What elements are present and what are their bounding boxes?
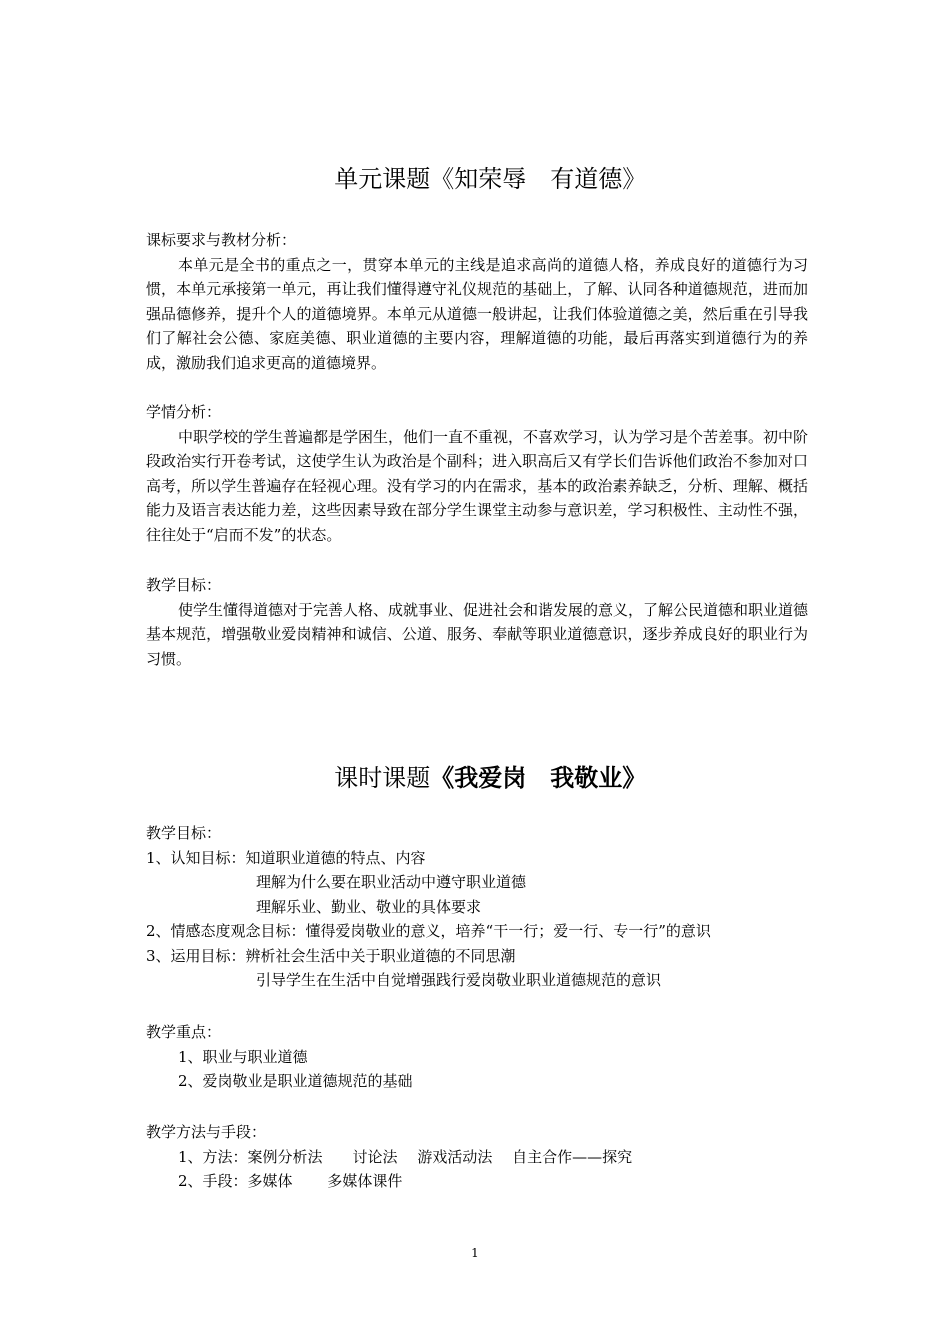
lesson-title-prefix: 课时课题 bbox=[334, 764, 431, 792]
lesson-goals-label: 教学目标： bbox=[146, 824, 222, 842]
lesson-goals-section bbox=[146, 821, 808, 993]
analysis-paragraph: 本单元是全书的重点之一，贯穿本单元的主线是追求高尚的道德人格，养成良好的道德行为习惯，本单元承接第一单元，再让我们懂得遵守礼仪规范的基础上，了解、认同各种道德规范，进而加强品德修养，提升个人的道德境界。本单元从道德一般讲起，让我们体验道德之美，然后重在引导我们了解社会公德、家庭美德、职业道德的主要内容，理解道德的功能，最后再落实到道德行为的养成，激励我们追求更高的道德境界。 bbox=[146, 255, 808, 372]
method-1: 1、方法：案例分析法 讨论法 游戏活动法 自主合作——探究 bbox=[178, 1147, 633, 1166]
student-analysis-section bbox=[146, 400, 808, 547]
methods-section bbox=[146, 1120, 808, 1194]
unit-analysis-section bbox=[146, 228, 808, 375]
students-paragraph: 中职学校的学生普遍都是学困生，他们一直不重视，不喜欢学习，认为学习是个苦差事。初中阶段政治实行开卷考试，这使学生认为政治是个副科；进入职高后又有学长们告诉他们政治不参加对口高考，所以学生普遍存在轻视心理。没有学习的内在需求，基本的政治素养缺乏，分析、理解、概括能力及语言表达能力差，这些因素导致在部分学生课堂主动参与意识差，学习积极性、主动性不强，往往处于“启而不发”的状态。 bbox=[146, 427, 809, 544]
goal-cognitive-line2: 理解为什么要在职业活动中遵守职业道德 bbox=[256, 873, 527, 891]
key-point-1: 1、职业与职业道德 bbox=[178, 1047, 308, 1066]
goal-application: 3、运用目标：辨析社会生活中关于职业道德的不同思潮 bbox=[146, 946, 516, 965]
method-2: 2、手段：多媒体 多媒体课件 bbox=[178, 1172, 403, 1190]
unit-goals-label: 教学目标： bbox=[146, 576, 222, 594]
page-number: 1 bbox=[471, 1246, 479, 1260]
key-point-2: 2、爱岗敬业是职业道德规范的基础 bbox=[178, 1072, 413, 1090]
keys-label: 教学重点： bbox=[146, 1023, 222, 1041]
methods-label: 教学方法与手段： bbox=[146, 1123, 267, 1141]
unit-title-text: 单元课题《知荣辱 有道德》 bbox=[334, 165, 647, 193]
unit-goals-section bbox=[146, 573, 808, 671]
students-label: 学情分析： bbox=[146, 403, 222, 421]
analysis-label: 课标要求与教材分析： bbox=[146, 231, 297, 249]
goal-application-line2: 引导学生在生活中自觉增强践行爱岗敬业职业道德规范的意识 bbox=[256, 971, 662, 989]
goal-cognitive: 1、认知目标：知道职业道德的特点、内容 bbox=[146, 848, 426, 867]
key-points-section bbox=[146, 1020, 808, 1094]
unit-goals-paragraph: 使学生懂得道德对于完善人格、成就事业、促进社会和谐发展的意义，了解公民道德和职业道德基本规范，增强敬业爱岗精神和诚信、公道、服务、奉献等职业道德意识，逐步养成良好的职业行为习惯。 bbox=[146, 600, 809, 668]
goal-emotional: 2、情感态度观念目标：懂得爱岗敬业的意义，培养“干一行；爱一行、专一行”的意识 bbox=[146, 922, 711, 940]
lesson-title bbox=[0, 733, 950, 823]
lesson-title-name: 《我爱岗 我敬业》 bbox=[430, 764, 647, 792]
goal-cognitive-line3: 理解乐业、勤业、敬业的具体要求 bbox=[256, 897, 482, 916]
unit-title bbox=[0, 134, 950, 224]
